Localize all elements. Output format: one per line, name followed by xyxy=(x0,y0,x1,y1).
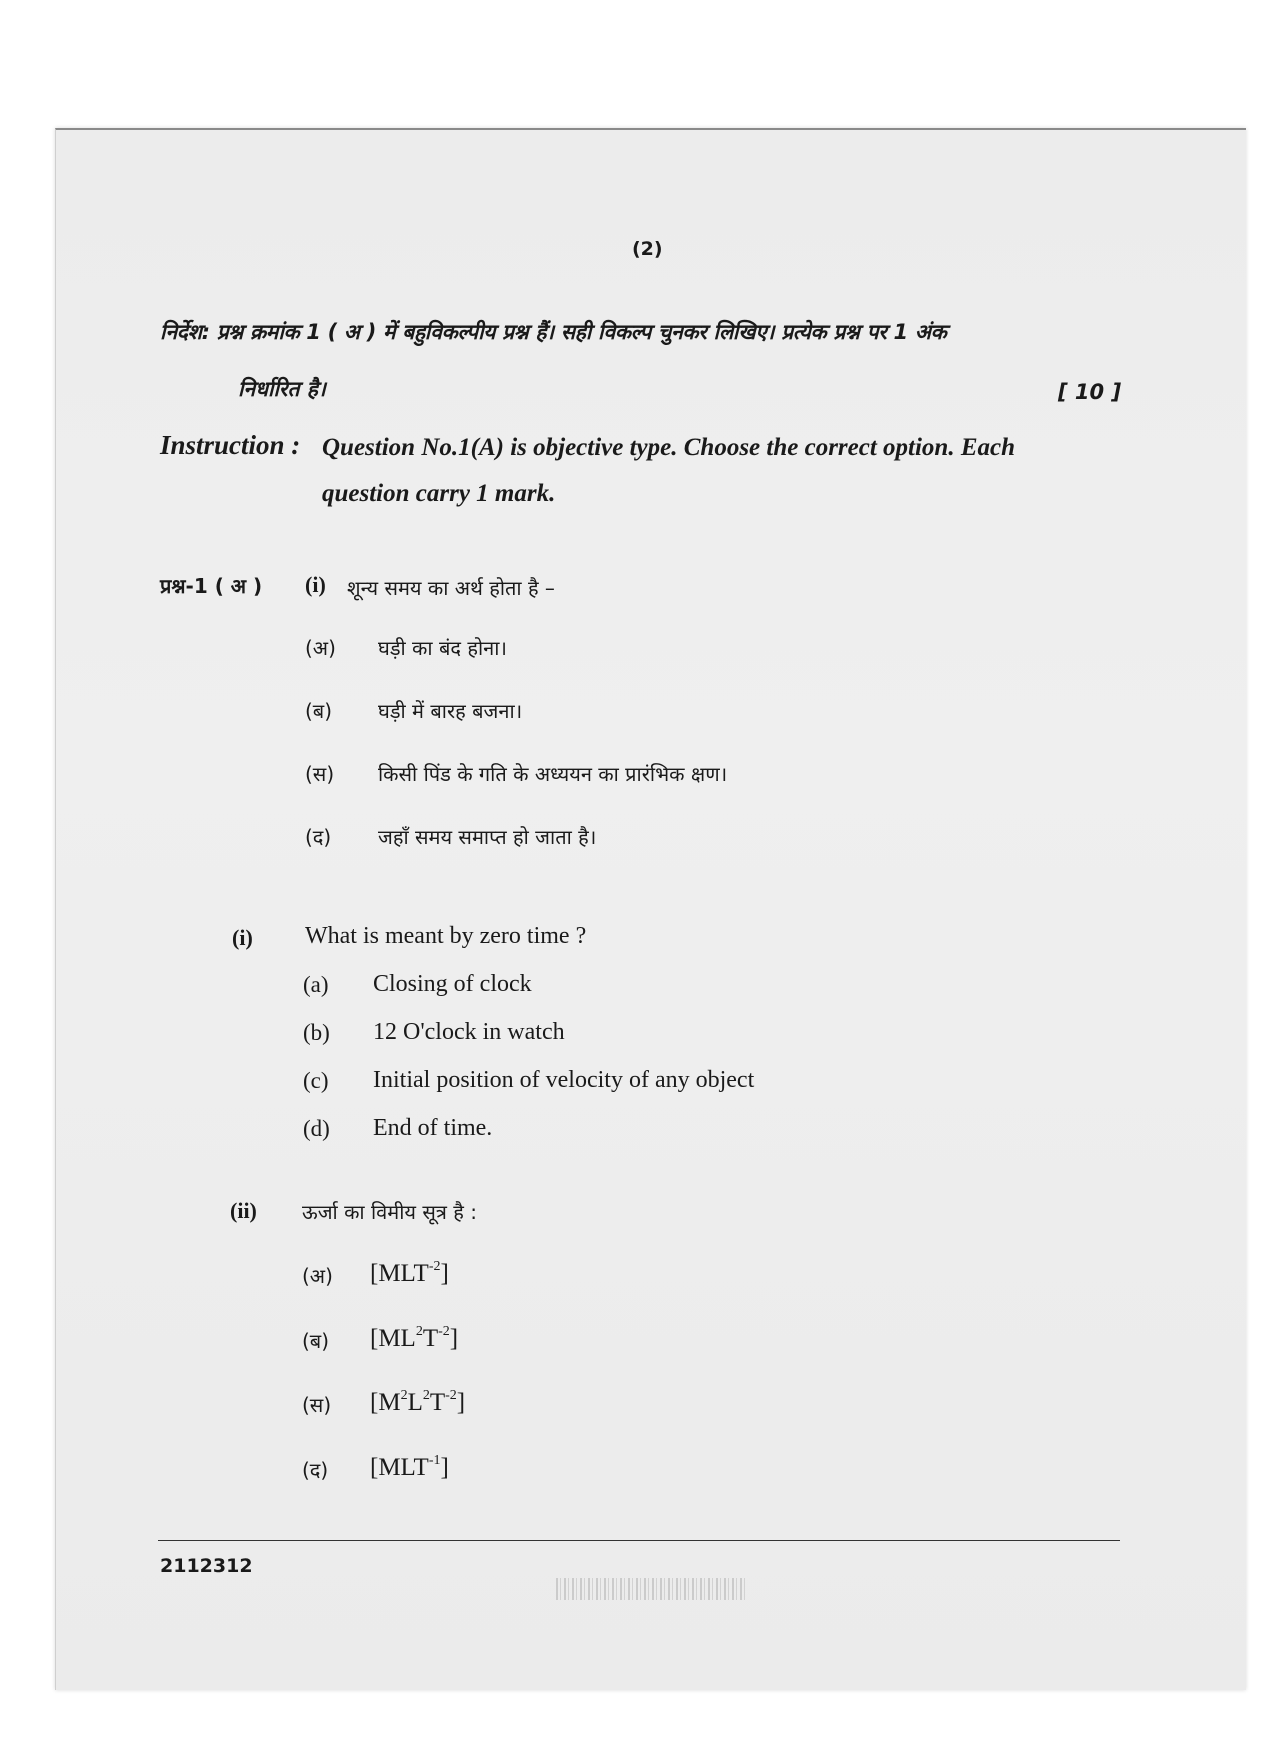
barcode-image xyxy=(556,1578,746,1600)
question-text: What is meant by zero time ? xyxy=(305,923,587,949)
english-instruction-line-1: Question No.1(A) is objective type. Choose the correct option. Each xyxy=(322,434,1016,461)
option-letter: (स) xyxy=(302,1393,332,1417)
option-letter: (ब) xyxy=(302,1329,330,1353)
option-text: जहाँ समय समाप्त हो जाता है। xyxy=(378,825,597,849)
english-instruction-line-2: question carry 1 mark. xyxy=(322,480,556,507)
total-marks: [ 10 ] xyxy=(1058,380,1122,404)
question-label: प्रश्न-1 ( अ ) xyxy=(160,574,263,598)
option-letter: (अ) xyxy=(302,1264,333,1288)
paper-code: 2112312 xyxy=(160,1555,253,1577)
page-number: (2) xyxy=(632,238,663,260)
option-text: Initial position of velocity of any object xyxy=(373,1067,755,1093)
option-text: घड़ी में बारह बजना। xyxy=(378,699,523,723)
question-text: ऊर्जा का विमीय सूत्र है : xyxy=(302,1200,478,1224)
hindi-instruction-line-2: निर्धारित है। xyxy=(238,377,326,401)
option-formula: $[MLT^{-1}]$ xyxy=(370,1453,449,1481)
option-letter: (b) xyxy=(303,1020,330,1045)
footer-divider xyxy=(158,1540,1120,1541)
hindi-instruction-line-1: निर्देश: प्रश्न क्रमांक 1 ( अ ) में बहुविकल्पीय प्रश्न हैं। सही विकल्प चुनकर लिखिए। प्रत्येक प्रश्न पर 1 अंक xyxy=(160,320,947,344)
instruction-label: Instruction : xyxy=(160,430,301,460)
question-number: (ii) xyxy=(230,1198,257,1223)
option-formula: $[ML^2T^{-2}]$ xyxy=(370,1324,459,1352)
option-text: किसी पिंड के गति के अध्ययन का प्रारंभिक क्षण। xyxy=(378,762,728,786)
option-text: 12 O'clock in watch xyxy=(373,1019,565,1045)
option-letter: (c) xyxy=(303,1068,329,1093)
option-letter: (d) xyxy=(303,1116,330,1141)
option-formula: $[MLT^{-2}]$ xyxy=(370,1259,449,1287)
option-text: घड़ी का बंद होना। xyxy=(378,636,508,660)
paper-sheet xyxy=(55,128,1246,1690)
option-letter: (द) xyxy=(305,825,332,849)
option-text: Closing of clock xyxy=(373,971,532,997)
option-letter: (स) xyxy=(305,762,335,786)
option-formula: $[M^2L^2T^{-2}]$ xyxy=(370,1388,466,1416)
question-number: (i) xyxy=(232,925,253,950)
option-letter: (ब) xyxy=(305,699,333,723)
question-number: (i) xyxy=(305,572,326,597)
option-letter: (अ) xyxy=(305,636,336,660)
option-text: End of time. xyxy=(373,1115,493,1141)
option-letter: (द) xyxy=(302,1458,329,1482)
question-text: शून्य समय का अर्थ होता है – xyxy=(347,576,555,600)
option-letter: (a) xyxy=(303,972,329,997)
